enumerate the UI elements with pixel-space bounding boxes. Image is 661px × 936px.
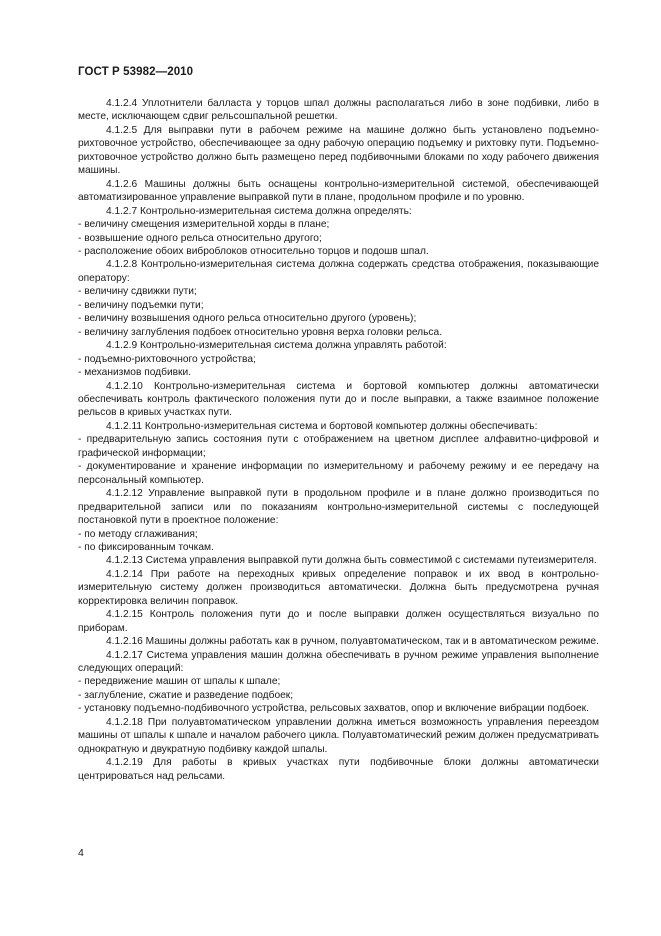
clause-paragraph: 4.1.2.12 Управление выправкой пути в продольном профиле и в плане должно производиться по предварительной записи или по показаниям контрольно-измерительной системы с последующей постановкой пути в проектное положение: — [78, 488, 599, 527]
clause-paragraph: 4.1.2.13 Система управления выправкой пути должна быть совместимой с системами путеизмерителя. — [106, 555, 597, 567]
list-item: - документирование и хранение информации по измерительному и рабочему режиму и ее передачу на персональный компьютер. — [78, 461, 599, 486]
clause-paragraph: 4.1.2.7 Контрольно-измерительная система должна определять: — [106, 205, 412, 217]
clause-paragraph: 4.1.2.4 Уплотнители балласта у торцов шпал должны располагаться либо в зоне подбивки, либо в месте, исключающем сдвиг рельсошпальной решетки. — [78, 98, 599, 123]
document-header: ГОСТ Р 53982—2010 — [78, 66, 194, 78]
document-body — [78, 97, 599, 783]
list-item: - подъемно-рихтовочного устройства; — [78, 353, 256, 365]
clause-paragraph: 4.1.2.9 Контрольно-измерительная система должна управлять работой: — [106, 340, 447, 352]
list-item: - предварительную запись состояния пути с отображением на цветном дисплее алфавитно-цифровой и графической информации; — [78, 434, 599, 459]
list-item: - заглубление, сжатие и разведение подбоек; — [78, 689, 294, 701]
clause-paragraph: 4.1.2.6 Машины должны быть оснащены контрольно-измерительной системой, обеспечивающей автоматизированное управление выправкой пути в плане, продольном профиле и по уровню. — [78, 178, 599, 204]
list-item: - величину смещения измерительной хорды в плане; — [78, 219, 330, 231]
clause-paragraph: 4.1.2.15 Контроль положения пути до и после выправки должен осуществляться визуально по приборам. — [78, 609, 599, 634]
clause-paragraph: 4.1.2.18 При полуавтоматическом управлении должна иметься возможность управления переездом машины от шпалы к шпале и началом рабочего цикла. Полуавтоматический режим должен предусматривать однократную и двукратную подбивку каждой шпалы. — [78, 716, 599, 755]
clause-paragraph: 4.1.2.19 Для работы в кривых участках пути подбивочные блоки должны автоматически центрироваться над рельсами. — [78, 757, 599, 782]
list-item: - расположение обоих виброблоков относительно торцов и подошв шпал. — [78, 245, 429, 257]
clause-paragraph: 4.1.2.14 При работе на переходных кривых определение поправок и их ввод в контрольно-измерительную систему должен производиться автоматически. Должна быть предусмотрена ручная корректировка величин поправок. — [78, 568, 599, 607]
list-item: - величину заглубления подбоек относительно уровня верха головки рельса. — [78, 326, 443, 338]
list-item: - механизмов подбивки. — [78, 367, 192, 379]
clause-paragraph: 4.1.2.16 Машины должны работать как в ручном, полуавтоматическом, так и в автоматическом режиме. — [106, 636, 599, 648]
list-item: - установку подъемно-подбивочного устройства, рельсовых захватов, опор и включение вибрации подбоек. — [78, 703, 589, 715]
list-item: - величину подъемки пути; — [78, 299, 204, 311]
list-item: - величину сдвижки пути; — [78, 286, 197, 298]
clause-paragraph: 4.1.2.10 Контрольно-измерительная система и бортовой компьютер должны автоматически обеспечивать контроль фактического положения пути до и после выправки, а также взаимное положение рельсов в кривых участках пути. — [78, 380, 599, 419]
list-item: - по фиксированным точкам. — [78, 541, 214, 553]
clause-paragraph: 4.1.2.8 Контрольно-измерительная система должна содержать средства отображения, показывающие оператору: — [78, 259, 599, 284]
list-item: - передвижение машин от шпалы к шпале; — [78, 676, 281, 688]
list-item: - по методу сглаживания; — [78, 528, 198, 540]
clause-paragraph: 4.1.2.17 Система управления машин должна обеспечивать в ручном режиме управления выполнение следующих операций: — [78, 649, 599, 675]
list-item: - величину возвышения одного рельса относительно другого (уровень); — [78, 313, 417, 325]
list-item: - возвышение одного рельса относительно другого; — [78, 232, 322, 244]
clause-paragraph: 4.1.2.11 Контрольно-измерительная система и бортовой компьютер должны обеспечивать: — [106, 420, 538, 432]
clause-paragraph: 4.1.2.5 Для выправки пути в рабочем режиме на машине должно быть установлено подъемно-рихтовочное устройство, обеспечивающее за одну рабочую операцию подъемку и рихтовку пути. Подъемно-рихтовочное устройство должно быть размещено перед подбивочными блоками по ходу рабочего движения машины. — [78, 124, 599, 177]
page-number: 4 — [78, 847, 84, 859]
